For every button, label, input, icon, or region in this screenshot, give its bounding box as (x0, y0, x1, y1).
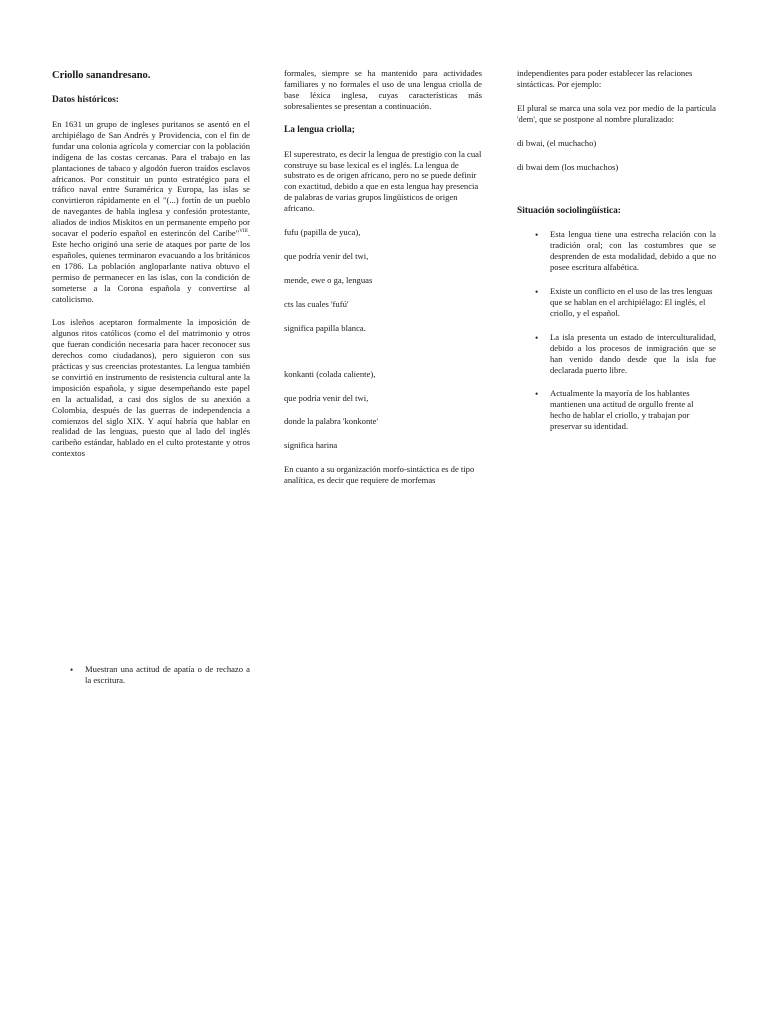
column-left-bullet-list (52, 664, 250, 699)
footnote-marker: VIII (239, 229, 248, 235)
paragraph-continuation: formales, siempre se ha mantenido para actividades familiares y no formales el uso de una lengua criolla de base léxica inglesa, cuyas características más sobresalientes se presentan a continuación. (284, 68, 482, 111)
list-item-text: Actualmente la mayoría de los hablantes mantienen una actitud de orgullo frente al hecho de hablar el criollo, y trabajan por preservar su identidad. (550, 388, 694, 432)
example-line: di bwai dem (los muchachos) (517, 161, 619, 172)
column-right (517, 68, 716, 445)
list-item (52, 664, 250, 686)
bullet-icon: • (535, 389, 539, 400)
list-item (517, 286, 716, 319)
paragraph-plural: El plural se marca una sola vez por medio de la partícula 'dem', que se postpone al nombre pluralizado: (517, 102, 716, 124)
example-line: fufu (papilla de yuca), (284, 227, 361, 238)
column-middle (284, 68, 482, 486)
example-line: que podría venir del twi, (284, 392, 369, 403)
list-item (517, 332, 716, 376)
paragraph-morfosintactica: En cuanto a su organización morfo-sintáctica es de tipo analítica, es decir que requiere de morfemas (284, 464, 475, 486)
list-item-text: Muestran una actitud de apatía o de rechazo a la escritura. (85, 664, 250, 685)
bullet-icon: • (535, 230, 539, 241)
bullet-icon: • (535, 332, 539, 343)
paragraph-history-1 (52, 119, 250, 304)
list-item (517, 229, 716, 273)
example-line: konkanti (colada caliente), (284, 368, 376, 379)
paragraph-history-1-text: En 1631 un grupo de ingleses puritanos se asentó en el archipiélago de San Andrés y Providencia, con el fin de fundar una colonia agrícola y comerciar con la población indígena de las costas cercanas. Para el trabajo en las plantaciones de tabaco y algodón fueron traídos esclavos africanos. Por constituir un punto estratégico para el tráfico naval entre Suramérica y Europa, las islas se convirtieron rápidamente en el "(...) fortín de un pueblo de navegantes de habla inglesa y confesión protestante, aliados de indios Miskitos en un permanente empeño por socavar el poderío español en esterincón del Caribe" (52, 119, 250, 239)
paragraph-history-2: Los isleños aceptaron formalmente la imposición de algunos ritos católicos (como el del matrimonio y otros que fueran condición necesaria para hacer reconocer sus derechos como ciudadanos), pero siguieron con sus prácticas y sus creencias protestantes. La lengua también se convirtió en instrumento de resistencia cultural ante la imposición española, y sigue desempeñando este papel en la actualidad, a casi dos siglos de su anexión a Colombia, después de las guerras de independencia a comienzos del siglo XIX. Y aquí habría que hablar en realidad de las lenguas, puesto que al lado del inglés caribeño estándar, hablado en el culto protestante y otros contextos (52, 317, 250, 459)
bullet-icon: • (535, 287, 539, 298)
document-title: Criollo sanandresano. (52, 70, 151, 81)
section-title-datos-historicos: Datos históricos: (52, 95, 119, 105)
section-title-lengua-criolla: La lengua criolla; (284, 124, 355, 135)
sociolinguistic-bullet-list (517, 229, 716, 432)
section-title-situacion: Situación sociolingüística: (517, 206, 621, 217)
example-line: significa papilla blanca. (284, 322, 366, 333)
example-line: donde la palabra 'konkonte' (284, 416, 379, 427)
list-item-text: La isla presenta un estado de interculturalidad, debido a los procesos de inmigración que se han venido dando desde que la isla fue declarada puerto libre. (550, 331, 716, 375)
paragraph-independientes: independientes para poder establecer las relaciones sintácticas. Por ejemplo: (517, 68, 693, 89)
example-line: mende, ewe o ga, lenguas (284, 274, 373, 285)
column-left (52, 68, 250, 459)
paragraph-superestrato: El superestrato, es decir la lengua de prestigio con la cual construye su base lexical es el inglés. La lengua de substrato es de origen africano, pero no se puede definir con exactitud, debido a que en esta lengua hay presencia de palabras de varias grupos lingüísticos de origen africano. (284, 148, 482, 214)
bullet-icon: • (70, 665, 74, 675)
example-line: significa harina (284, 440, 338, 451)
list-item (517, 388, 716, 432)
list-item-text: Esta lengua tiene una estrecha relación con la tradición oral; con las costumbres que se desprenden de esta modalidad, debido a que no posee escritura alfabética. (550, 229, 716, 273)
example-line: cts las cuales 'fufú' (284, 298, 349, 309)
paragraph-history-1-tail: . Este hecho originó una serie de ataques por parte de los españoles, quienes terminaron evacuando a los británicos en 1786. La población angloparlante nativa obtuvo el permiso de permanecer en las islas, con la condición de someterse a la Corona española y convertirse al catolicismo. (52, 228, 250, 304)
example-line: di bwai, (el muchacho) (517, 137, 597, 148)
example-line: que podría venir del twi, (284, 250, 369, 261)
list-item-text: Existe un conflicto en el uso de las tres lenguas que se hablan en el archipiélago: El inglés, el criollo, y el español. (550, 286, 713, 318)
